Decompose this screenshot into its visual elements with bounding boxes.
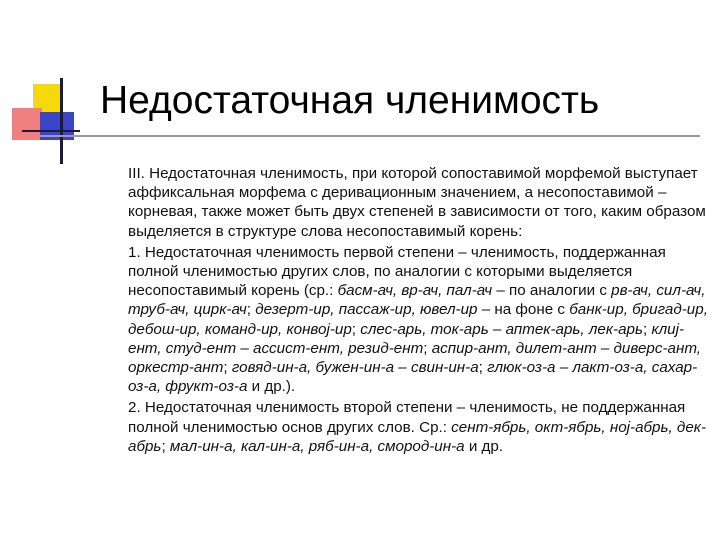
example-words: клиј-ент, студ-ент – ассист-ент, резид-ент — [128, 320, 685, 357]
text-run: ; — [423, 339, 432, 357]
decorative-squares — [0, 0, 80, 170]
example-words: басм-ач, вр-ач, пал-ач — [337, 282, 493, 300]
deco-red-square — [12, 108, 42, 140]
text-run: ; — [478, 359, 488, 377]
text-run: ; — [642, 320, 652, 338]
slide-title: Недостаточная членимость — [100, 79, 600, 122]
example-words: рв-ач, сил-ач, труб-ач, цирк-ач — [128, 282, 706, 319]
text-run: ; — [161, 437, 170, 455]
example-words: говяд-ин-а, бужен-ин-а – свин-ин-а — [231, 359, 479, 377]
deco-horizontal-line — [22, 130, 80, 132]
example-words: дезерт-ир, пассаж-ир, ювел-ир — [255, 301, 478, 319]
text-run: ; — [246, 301, 256, 319]
paragraph-intro — [128, 164, 708, 241]
deco-vertical-line — [60, 78, 63, 164]
example-words: глюк-оз-а – лакт-оз-а, сахар-оз-а, фрукт-оз-а — [128, 359, 698, 396]
paragraph-second-degree — [128, 398, 708, 456]
paragraph-first-degree — [128, 243, 708, 397]
text-run: 2. Недостаточная членимость второй степени – членимость, не поддержанная полной членимостью основ других слов. Ср.: — [128, 399, 686, 436]
example-words: слес-арь, ток-арь – аптек-арь, лек-арь — [360, 320, 643, 338]
paragraph-intro-text: III. Недостаточная членимость, при которой сопоставимой морфемой выступает аффиксальная морфема с деривационным значением, а несопоставимой – корневая, также может быть двух степеней в зависимости от того, каким образом выделяется в структуре слова несопоставимый корень: — [128, 165, 706, 240]
text-run: и др.). — [247, 378, 296, 396]
text-run: – по аналогии с — [492, 282, 612, 300]
title-divider — [40, 135, 700, 137]
text-run: и др. — [464, 437, 504, 455]
example-words: банк-ир, бригад-ир, дебош-ир, команд-ир, конвој-ир — [128, 301, 708, 338]
slide-body — [128, 164, 708, 458]
example-words: аспир-ант, дилет-ант – диверс-ант, оркестр-ант — [128, 339, 702, 377]
text-run: 1. Недостаточная членимость первой степени – членимость, поддержанная полной членимостью других слов, по аналогии с которыми выделяется несопоставимый корень (ср.: — [128, 243, 666, 300]
example-words: мал-ин-а, кал-ин-а, ряб-ин-а, смород-ин-а — [169, 437, 465, 455]
example-words: сент-ябрь, окт-ябрь, ноj-абрь, дек-абрь — [128, 418, 707, 455]
text-run: ; — [351, 320, 361, 338]
text-run: – на фоне с — [477, 301, 570, 319]
text-run: ; — [223, 359, 232, 377]
